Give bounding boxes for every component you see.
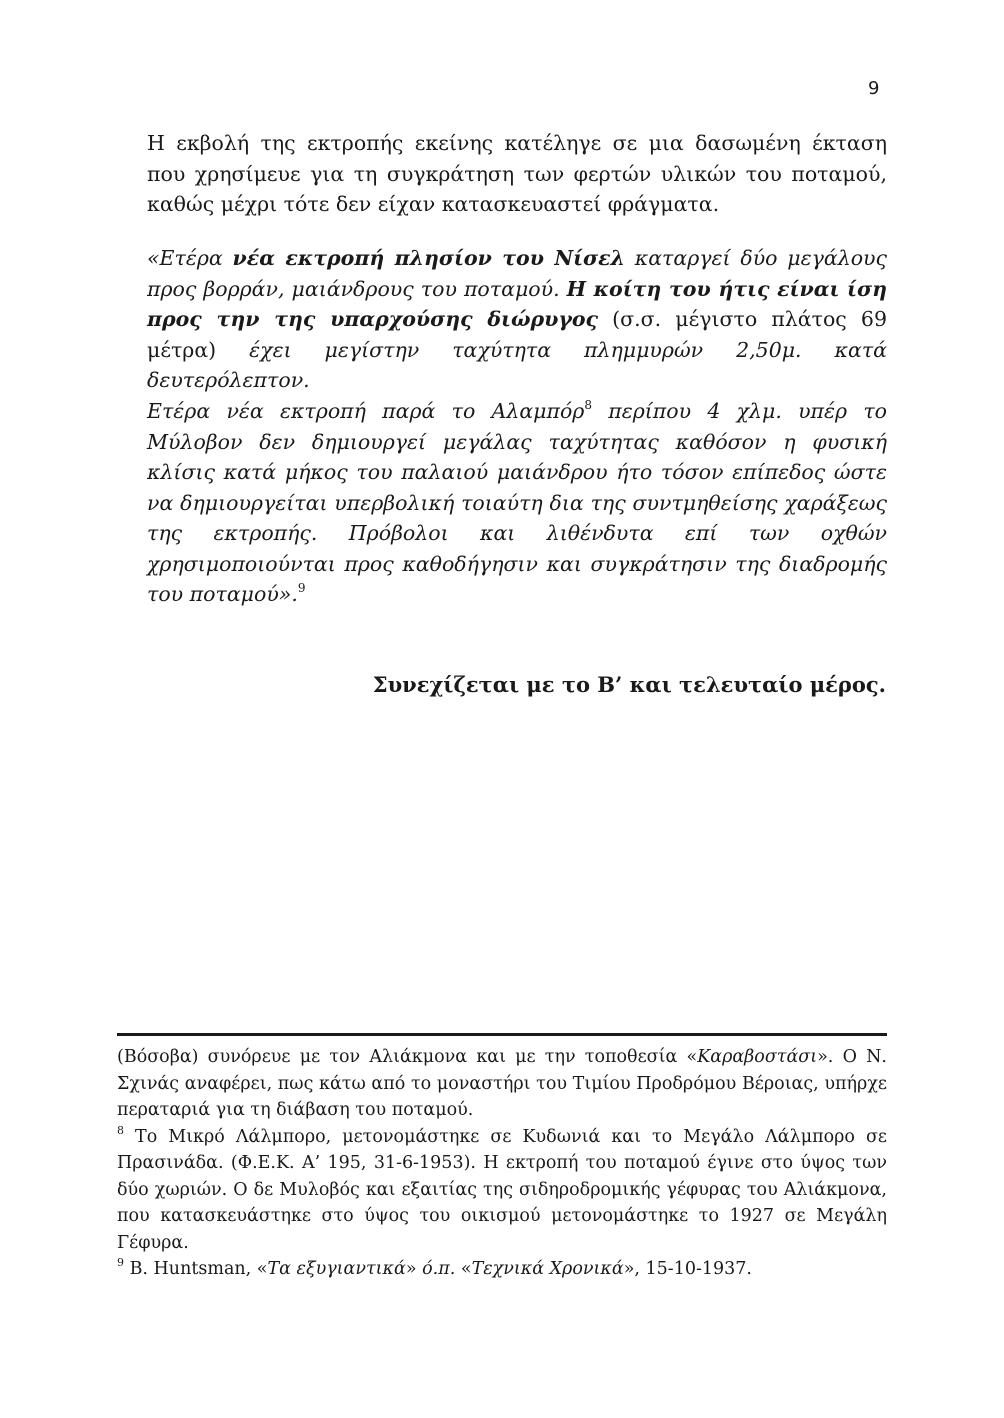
footnote-mark: 8 [117, 1123, 124, 1137]
continued-note: Συνεχίζεται με το Β’ και τελευταίο μέρος. [372, 672, 886, 697]
text-span: (Βόσοβα) συνόρευε με τον Αλιάκμονα και με την τοποθεσία « [117, 1047, 698, 1067]
footnote-ref-9[interactable]: 9 [297, 581, 306, 595]
text-span: B. Huntsman, « [124, 1259, 268, 1279]
italic-span: ό.π. [422, 1259, 456, 1279]
text-span: Ετέρα νέα εκτροπή παρά το Αλαμπόρ [147, 399, 585, 423]
text-span: » [405, 1259, 423, 1279]
text-span: Το Μικρό Λάλμπορο, μετονομάστηκε σε Κυδωνιά και το Μεγάλο Λάλμπορο σε Πρασινάδα. (Φ.Ε.Κ. Α’ 195, 31-6-1953). Η εκτροπή του ποταμού έγινε στο ύψος των δύο χωριών. Ο δε Μυλοβός και εξαιτίας της σιδηροδρομικής γέφυρας του Αλιάκμονα, που κατασκευάστηκε στο ύψος του οικισμού μετονομάστηκε το 1927 σε Μεγάλη Γέφυρα. [117, 1126, 887, 1253]
text-span: καταργεί δύο μεγάλους προς βορράν, μαιάνδρους του ποταμού. [147, 246, 887, 301]
text-span: « [455, 1259, 472, 1279]
footnotes [117, 1044, 887, 1283]
page-number: 9 [868, 78, 880, 99]
text-span: », 15-10-1937. [623, 1259, 752, 1279]
text-span: ». Ο Ν. Σχινάς αναφέρει, πως κάτω από το μοναστήρι του Τιμίου Προδρόμου Βέροιας, υπήρχε περαταριά για τη διάβαση του ποταμού. [117, 1047, 887, 1120]
paragraph-3-quote [147, 396, 887, 610]
text-span: έχει μεγίστην ταχύτητα πλημμυρών 2,50μ. κατά δευτερόλεπτον. [147, 337, 887, 392]
text-span: «Ετέρα [147, 246, 233, 270]
bold-span: Η κοίτη του ήτις είναι ίση προς την της υπαρχούσης διώρυγος [147, 276, 887, 331]
italic-span: Τεχνικά Χρονικά [471, 1259, 624, 1279]
text-span: περίπου 4 χλμ. υπέρ το Μύλοβον δεν δημιουργεί μεγάλας ταχύτητας καθόσον η φυσική κλίσις κατά μήκος του παλαιού μαιάνδρου ήτο τόσον επίπεδος ώστε να δημιουργείται υπερβολική τοιαύτη δια της συντμηθείσης χαράξεως της εκτροπής. Πρόβολοι και λιθένδυτα επί των οχθών χρησιμοποιούνται προς καθοδήγησιν και συγκράτησιν της διαδρομής του ποταμού». [147, 399, 887, 606]
footnote-9 [117, 1256, 887, 1283]
footnote-divider [117, 1033, 887, 1036]
paragraph-2-quote [147, 243, 887, 396]
footnote-ref-8[interactable]: 8 [584, 398, 592, 412]
bold-span: νέα εκτροπή πλησίον του Νίσελ [232, 246, 625, 270]
footnote-8 [117, 1124, 887, 1257]
footnote-continuation [117, 1044, 887, 1124]
italic-span: Καραβοστάσι [697, 1047, 818, 1067]
footnote-mark: 9 [117, 1256, 124, 1269]
upright-span: (σ.σ. μέγιστο πλάτος 69 μέτρα) [147, 307, 887, 362]
italic-span: Τα εξυγιαντικά [267, 1259, 406, 1279]
paragraph-1: Η εκβολή της εκτροπής εκείνης κατέληγε σε μια δασωμένη έκταση που χρησίμευε για τη συγκράτηση των φερτών υλικών του ποταμού, καθώς μέχρι τότε δεν είχαν κατασκευαστεί φράγματα. [147, 131, 887, 216]
